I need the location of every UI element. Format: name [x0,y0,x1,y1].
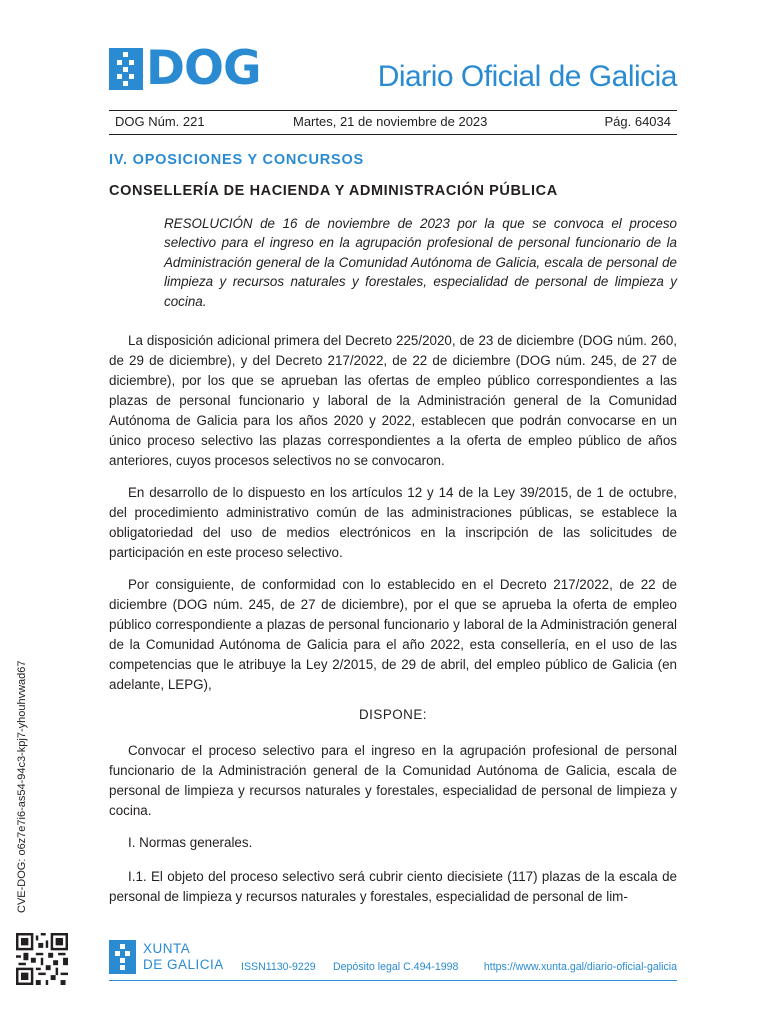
deposito-legal: Depósito legal C.494-1998 [333,961,459,973]
qr-code-icon [16,933,68,985]
resolution-summary: RESOLUCIÓN de 16 de noviembre de 2023 por la que se convoca el proceso selectivo para el ingreso en la agrupación profesional de personal funcionario de la Administración general de la Comunidad Autónoma de Galicia, escala de personal de limpieza y recursos naturales y forestales, especialidad de personal de limpieza y cocina. [164,216,677,309]
issn: ISSN1130-9229 [241,961,316,973]
footer-rule [109,980,677,981]
xunta-logo [109,940,224,974]
header-rule-bottom [109,134,677,135]
issue-date: Martes, 21 de noviembre de 2023 [293,114,488,129]
page-number: Pág. 64034 [604,114,671,129]
dispone-heading: DISPONE: [359,707,427,722]
footer-url[interactable]: https://www.xunta.gal/diario-oficial-galicia [483,961,677,973]
paragraph-convocar: Convocar el proceso selectivo para el ingreso en la agrupación profesional de personal funcionario de la Administración general de la Comunidad Autónoma de Galicia, escala de personal de limpieza y recursos naturales y forestales, especialidad de personal de limpieza y cocina. [109,743,677,818]
paragraph-3: Por consiguiente, de conformidad con lo establecido en el Decreto 217/2022, de 22 de diciembre (DOG núm. 245, de 27 de diciembre), por el que se aprueba la oferta de empleo público correspondiente a plazas de personal funcionario y laboral de la Administración general de la Comunidad Autónoma de Galicia para el año 2022, esta consellería, en el uso de las competencias que le atribuye la Ley 2/2015, de 29 de abril, del empleo público de Galicia (en adelante, LEPG), [109,577,677,692]
paragraph-2: En desarrollo de lo dispuesto en los artículos 12 y 14 de la Ley 39/2015, de 1 de octubre, del procedimiento administrativo común de las administraciones públicas, se establece la obligatoriedad del uso de medios electrónicos en la inscripción de las solicitudes de participación en este proceso selectivo. [109,485,677,560]
normas-heading: I. Normas generales. [128,835,253,850]
logo-text: DOG [146,41,261,96]
paragraph-objeto: I.1. El objeto del proceso selectivo será cubrir ciento diecisiete (117) plazas de la escala de personal de limpieza y recursos naturales y forestales, especialidad de personal de lim- [109,869,677,904]
publication-title: Diario Oficial de Galicia [377,60,677,93]
dog-logo [109,41,261,96]
xunta-shield-icon [109,940,136,974]
issue-number: DOG Núm. 221 [115,114,205,129]
paragraph-1: La disposición adicional primera del Decreto 225/2020, de 23 de diciembre (DOG núm. 260, de 29 de diciembre), y del Decreto 217/2022, de 22 de diciembre (DOG núm. 245, de 27 de diciembre), por los que se aprueban las ofertas de empleo público correspondientes a las plazas de personal funcionario y laboral de la Administración general de la Comunidad Autónoma de Galicia para los años 2020 y 2022, establecen que podrán convocarse en un único proceso selectivo las plazas correspondientes a la oferta de empleo público de años anteriores, cuyos procesos selectivos no se convocaron. [109,333,677,468]
department-title: CONSELLERÍA DE HACIENDA Y ADMINISTRACIÓN PÚBLICA [109,183,558,199]
galicia-shield-icon [109,48,143,90]
header-rule-top [109,110,677,111]
section-title: IV. OPOSICIONES Y CONCURSOS [109,152,365,168]
verification-code: CVE-DOG: o6z7e7i6-as54-94c3-kpj7-yhouhvwad67 [16,660,28,913]
xunta-line-1: XUNTA [143,941,191,956]
xunta-line-2: DE GALICIA [143,957,224,972]
